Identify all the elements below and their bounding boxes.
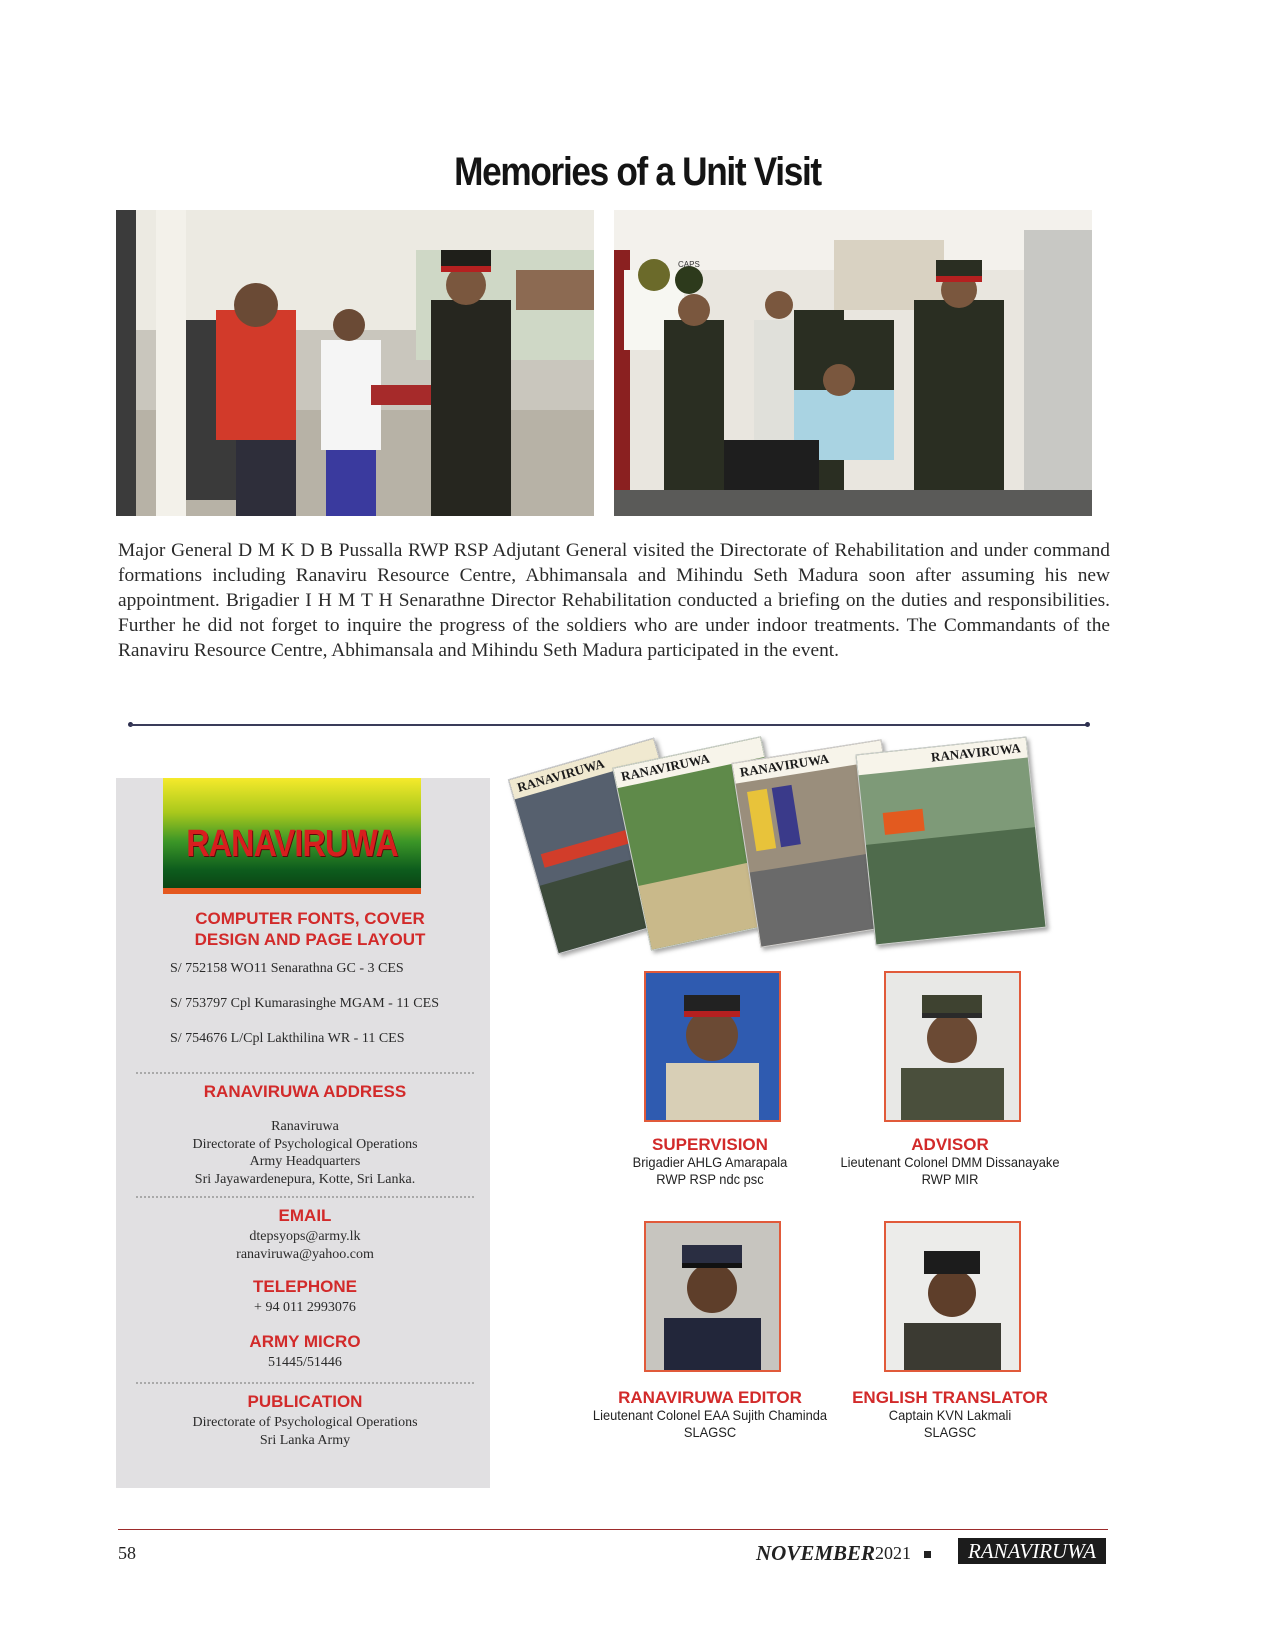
logo-text: RANAVIRUWA [186,823,398,865]
supervision-role: SUPERVISION [652,1135,768,1154]
dotted-divider-3 [136,1382,474,1384]
advisor-postnominals: RWP MIR [921,1171,979,1187]
staff-line-1: S/ 752158 WO11 Senarathna GC - 3 CES [170,961,404,976]
magazine-cover-3-title: RANAVIRUWA [732,740,883,783]
caps-sign: CAPS [678,260,700,269]
army-micro-heading: ARMY MICRO [249,1332,361,1351]
telephone-value: + 94 011 2993076 [254,1300,356,1315]
portrait-supervision [644,971,781,1122]
translator-postnominals: SLAGSC [923,1424,977,1440]
staff-line-3: S/ 754676 L/Cpl Lakthilina WR - 11 CES [170,1031,405,1046]
address-block [136,1118,474,1188]
supervision-name: Brigadier AHLG Amarapala [632,1154,788,1170]
dotted-divider-2 [136,1196,474,1198]
issue-year: 2021 [875,1543,911,1563]
army-micro-value: 51445/51446 [268,1355,342,1370]
email-block [136,1228,474,1263]
footer-square-bullet [924,1551,931,1558]
editor-postnominals: SLAGSC [683,1424,737,1440]
editor-name: Lieutenant Colonel EAA Sujith Chaminda [592,1407,828,1423]
email-2: ranaviruwa@yahoo.com [236,1246,374,1262]
staff-line-2: S/ 753797 Cpl Kumarasinghe MGAM - 11 CES [170,996,439,1011]
page-number: 58 [118,1543,136,1563]
advisor-role: ADVISOR [911,1135,989,1154]
publication-block [136,1414,474,1449]
rule-dot-right [1085,722,1090,727]
address-line-1: Ranaviruwa [271,1119,339,1134]
fonts-heading: COMPUTER FONTS, COVER DESIGN AND PAGE LAYOUT [194,909,426,949]
article-title: Memories of a Unit Visit [454,150,821,194]
portrait-advisor [884,971,1021,1122]
telephone-heading: TELEPHONE [253,1277,357,1296]
email-1: dtepsyops@army.lk [249,1229,361,1244]
address-line-3: Army Headquarters [249,1154,361,1169]
publication-line-2: Sri Lanka Army [259,1432,351,1448]
article-body: Major General D M K D B Pussalla RWP RSP Adjutant General visited the Directorate of Rehabilitation and under command formations including Ranaviru Resource Centre, Abhimansala and Mihindu Seth Madura soon after assuming his new appointment. Brigadier I H M T H Senarathne Director Rehabilitation conducted a briefing on the duties and responsibilities. Further he did not forget to inquire the progress of the soldiers who are under indoor treatments. The Commandants of the Ranaviru Resource Centre, Abhimansala and Mihindu Seth Madura participated in the event. [118,540,1110,661]
portrait-editor [644,1221,781,1372]
email-heading: EMAIL [278,1206,332,1225]
unit-visit-photo-left [116,210,594,516]
magazine-cover-4 [855,737,1046,946]
logo-underline [163,888,421,894]
dotted-divider-1 [136,1072,474,1074]
translator-name: Captain KVN Lakmali [888,1407,1012,1423]
magazine-covers [510,740,1100,965]
address-line-2: Directorate of Psychological Operations [192,1136,418,1152]
magazine-cover-4-title: RANAVIRUWA [857,738,1028,776]
address-heading: RANAVIRUWA ADDRESS [203,1082,407,1101]
publication-line-1: Directorate of Psychological Operations [192,1415,418,1430]
advisor-name: Lieutenant Colonel DMM Dissanayake [840,1154,1060,1170]
footer-brand: RANAVIRUWA [958,1538,1106,1564]
address-line-4: Sri Jayawardenepura, Kotte, Sri Lanka. [194,1171,416,1187]
issue-month: NOVEMBER [756,1541,876,1565]
publication-heading: PUBLICATION [247,1392,363,1411]
magazine-cover-2-title: RANAVIRUWA [613,737,764,788]
portrait-translator [884,1221,1021,1372]
translator-role: ENGLISH TRANSLATOR [852,1388,1048,1407]
supervision-postnominals: RWP RSP ndc psc [656,1171,764,1187]
unit-visit-photo-right [614,210,1092,516]
footer-rule [118,1529,1108,1530]
magazine-cover-1-title: RANAVIRUWA [509,739,659,800]
editor-role: RANAVIRUWA EDITOR [618,1388,802,1407]
section-divider [130,724,1088,726]
